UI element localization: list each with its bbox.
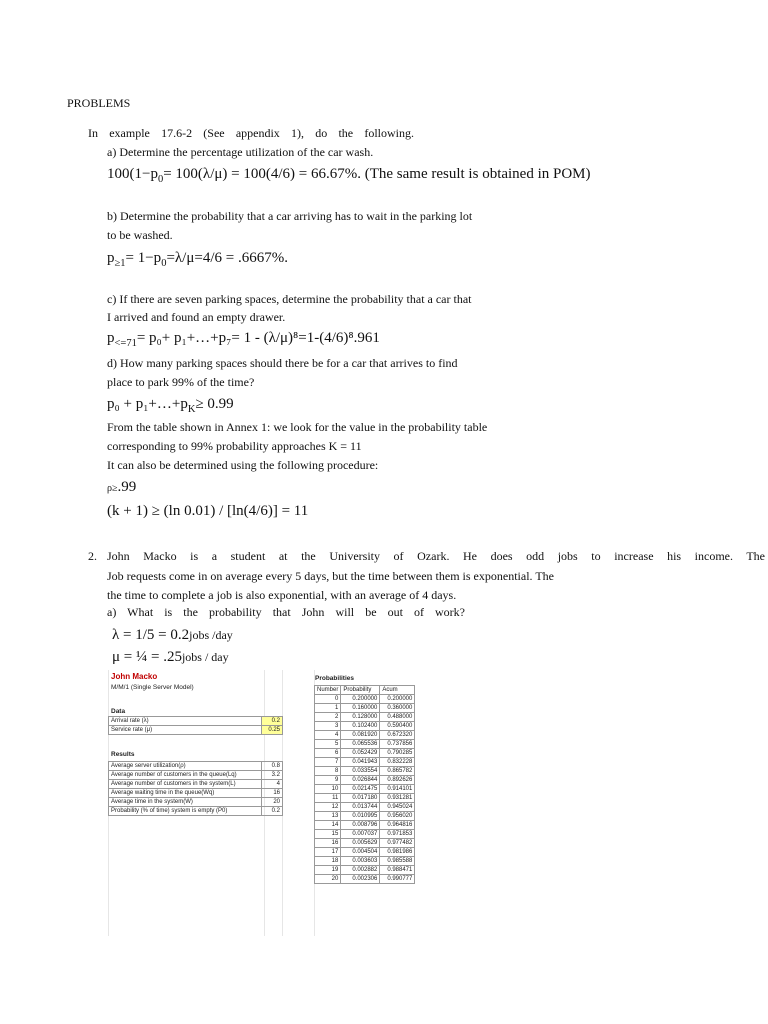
row-acum: 0.832228 — [380, 758, 415, 767]
row-number: 7 — [315, 758, 341, 767]
table-row — [315, 839, 415, 848]
table-row — [315, 785, 415, 794]
table-row — [315, 695, 415, 704]
problem1-a-question: a) Determine the percentage utilization of the car wash. — [107, 145, 374, 159]
col-number-header: Number — [315, 686, 341, 695]
page-heading: PROBLEMS — [67, 96, 131, 110]
d-inequality-value: .99 — [117, 479, 137, 495]
row-probability: 0.005629 — [341, 839, 380, 848]
data-value: 0.25 — [262, 726, 283, 735]
data-label: Service rate (μ) — [109, 726, 262, 735]
table-row — [109, 780, 283, 789]
a-answer-part1: 100(1−p — [107, 166, 158, 182]
result-label: Average number of customers in the system(L) — [109, 780, 262, 789]
problem1-d-text1: From the table shown in Annex 1: we look for the value in the probability table — [107, 420, 488, 434]
lambda-value: λ = 1/5 = 0.2 — [112, 627, 190, 643]
sheet-title: John Macko — [111, 672, 158, 681]
table-row — [315, 731, 415, 740]
problem2-lambda — [112, 627, 233, 644]
row-number: 10 — [315, 785, 341, 794]
table-row — [315, 758, 415, 767]
result-label: Average time in the system(W) — [109, 798, 262, 807]
row-number: 9 — [315, 776, 341, 785]
table-row — [109, 762, 283, 771]
result-value: 20 — [262, 798, 283, 807]
row-probability: 0.010995 — [341, 812, 380, 821]
row-number: 0 — [315, 695, 341, 704]
row-probability: 0.021475 — [341, 785, 380, 794]
row-probability: 0.002306 — [341, 875, 380, 884]
row-probability: 0.065536 — [341, 740, 380, 749]
row-number: 3 — [315, 722, 341, 731]
sheet-data-table — [108, 716, 283, 735]
row-probability: 0.128000 — [341, 713, 380, 722]
data-value: 0.2 — [262, 717, 283, 726]
row-number: 19 — [315, 866, 341, 875]
table-row — [315, 830, 415, 839]
problem1-b-question-line1: b) Determine the probability that a car arriving has to wait in the parking lot — [107, 209, 473, 223]
row-acum: 0.971853 — [380, 830, 415, 839]
problem2-line2: Job requests come in on average every 5 days, but the time between them is exponential. The — [107, 569, 554, 583]
d-answer-part1: p₀ + p₁+…+p — [107, 396, 188, 412]
sheet-model: M/M/1 (Single Server Model) — [111, 684, 194, 691]
result-value: 0.2 — [262, 807, 283, 816]
problem1-b-answer: $p_{\ge 1}= 1-p_0=\lambda/\mu=4/6 = .6667\%$. — [107, 250, 288, 269]
problem2-line1-text: John Macko is a student at the University of Ozark. He does odd jobs to increase his income. The — [107, 549, 765, 563]
row-number: 16 — [315, 839, 341, 848]
problem1-a-answer: $100(1-p_0= 100(\lambda/\mu) = 100(4/6) = 66.67\%$. (The same result is obtained in POM) — [107, 166, 591, 185]
problem1-c-question-line2: I arrived and found an empty drawer. — [107, 310, 286, 324]
row-acum: 0.945024 — [380, 803, 415, 812]
row-probability: 0.102400 — [341, 722, 380, 731]
result-label: Average server utilization(ρ) — [109, 762, 262, 771]
table-row — [315, 875, 415, 884]
row-acum: 0.981986 — [380, 848, 415, 857]
problem2-line4 — [107, 605, 465, 620]
c-answer-text: = p₀+ p₁+…+p₇= 1 - (λ/μ)⁸=1-(4/6)⁸.961 — [136, 330, 380, 346]
row-number: 20 — [315, 875, 341, 884]
problem2-line1 — [107, 549, 765, 564]
row-probability: 0.160000 — [341, 704, 380, 713]
b-answer-part3: =λ/μ=4/6 = .6667%. — [166, 250, 288, 266]
row-number: 17 — [315, 848, 341, 857]
row-acum: 0.892626 — [380, 776, 415, 785]
b-answer-part2: = 1−p — [125, 250, 162, 266]
sheet-data-heading: Data — [111, 708, 126, 715]
problem2-mu — [112, 649, 229, 666]
col-probability-header: Probability — [341, 686, 380, 695]
table-row — [109, 798, 283, 807]
result-label: Average waiting time in the queue(Wq) — [109, 789, 262, 798]
table-row — [315, 776, 415, 785]
row-number: 12 — [315, 803, 341, 812]
table-row — [315, 767, 415, 776]
problem1-d-question-line1: d) How many parking spaces should there be for a car that arrives to find — [107, 356, 458, 370]
row-number: 5 — [315, 740, 341, 749]
row-probability: 0.200000 — [341, 695, 380, 704]
table-row — [315, 794, 415, 803]
spreadsheet — [108, 670, 428, 936]
result-value: 16 — [262, 789, 283, 798]
problem1-intro — [88, 126, 414, 141]
row-number: 13 — [315, 812, 341, 821]
table-row — [109, 726, 283, 735]
row-number: 8 — [315, 767, 341, 776]
result-label: Average number of customers in the queue(Lq) — [109, 771, 262, 780]
problem1-d-text3: It can also be determined using the following procedure: — [107, 458, 379, 472]
mu-unit: jobs / day — [181, 650, 229, 664]
sheet-results-table — [108, 761, 283, 816]
d-answer-part2: ≥ 0.99 — [195, 396, 234, 412]
table-row — [315, 866, 415, 875]
table-row — [109, 807, 283, 816]
row-acum: 0.737856 — [380, 740, 415, 749]
table-row — [109, 717, 283, 726]
problem1-d-text2: corresponding to 99% probability approaches K = 11 — [107, 439, 362, 453]
result-value: 4 — [262, 780, 283, 789]
row-probability: 0.002882 — [341, 866, 380, 875]
row-probability: 0.041943 — [341, 758, 380, 767]
row-probability: 0.004504 — [341, 848, 380, 857]
row-acum: 0.988471 — [380, 866, 415, 875]
table-row — [315, 803, 415, 812]
row-acum: 0.590400 — [380, 722, 415, 731]
row-number: 15 — [315, 830, 341, 839]
problem1-d-inequality: ρ≥.99 — [107, 479, 137, 495]
result-value: 3.2 — [262, 771, 283, 780]
row-acum: 0.488000 — [380, 713, 415, 722]
row-number: 18 — [315, 857, 341, 866]
result-value: 0.8 — [262, 762, 283, 771]
table-row — [315, 740, 415, 749]
table-row — [315, 812, 415, 821]
row-number: 11 — [315, 794, 341, 803]
row-acum: 0.956020 — [380, 812, 415, 821]
row-probability: 0.013744 — [341, 803, 380, 812]
row-acum: 0.790285 — [380, 749, 415, 758]
row-acum: 0.985588 — [380, 857, 415, 866]
row-probability: 0.003603 — [341, 857, 380, 866]
table-row — [315, 857, 415, 866]
table-row — [315, 704, 415, 713]
problem1-d-answer: $p_0 + p_1+\dots+p_K\ge 0.99$ — [107, 396, 234, 415]
row-number: 4 — [315, 731, 341, 740]
table-row — [109, 771, 283, 780]
b-answer-part1: p — [107, 250, 115, 266]
problem1-b-question-line2: to be washed. — [107, 228, 173, 242]
row-probability: 0.052429 — [341, 749, 380, 758]
lambda-unit: jobs /day — [189, 628, 233, 642]
mu-value: μ = ¼ = .25 — [112, 649, 182, 665]
row-probability: 0.033554 — [341, 767, 380, 776]
table-row — [315, 713, 415, 722]
row-acum: 0.977482 — [380, 839, 415, 848]
sheet-results-heading: Results — [111, 751, 135, 758]
row-probability: 0.007037 — [341, 830, 380, 839]
col-acum-header: Acum — [380, 686, 415, 695]
problem1-intro-text: In example 17.6-2 (See appendix 1), do the following. — [88, 126, 414, 140]
problem2-number: 2. — [88, 549, 97, 563]
row-acum: 0.360000 — [380, 704, 415, 713]
row-number: 1 — [315, 704, 341, 713]
problem1-c-question-line1: c) If there are seven parking spaces, determine the probability that a car that — [107, 292, 472, 306]
row-probability: 0.017180 — [341, 794, 380, 803]
row-probability: 0.026844 — [341, 776, 380, 785]
row-number: 14 — [315, 821, 341, 830]
a-answer-part2: = 100(λ/μ) = 100(4/6) = 66.67%. (The same result is obtained in POM) — [163, 166, 591, 182]
row-acum: 0.990777 — [380, 875, 415, 884]
data-label: Arrival rate (λ) — [109, 717, 262, 726]
problem2-line3: the time to complete a job is also exponential, with an average of 4 days. — [107, 588, 457, 602]
problem1-d-question-line2: place to park 99% of the time? — [107, 375, 255, 389]
table-row — [315, 749, 415, 758]
row-number: 2 — [315, 713, 341, 722]
row-acum: 0.914101 — [380, 785, 415, 794]
table-header-row — [315, 686, 415, 695]
table-row — [315, 722, 415, 731]
row-acum: 0.964816 — [380, 821, 415, 830]
row-probability: 0.008796 — [341, 821, 380, 830]
probabilities-table — [314, 685, 415, 884]
row-acum: 0.931281 — [380, 794, 415, 803]
problem2-line4-text: a) What is the probability that John will be out of work? — [107, 605, 465, 619]
row-number: 6 — [315, 749, 341, 758]
table-row — [315, 848, 415, 857]
row-acum: 0.672320 — [380, 731, 415, 740]
row-probability: 0.081920 — [341, 731, 380, 740]
table-row — [109, 789, 283, 798]
row-acum: 0.200000 — [380, 695, 415, 704]
table-row — [315, 821, 415, 830]
sheet-probabilities-heading: Probabilities — [315, 675, 355, 682]
problem1-c-answer: $p_{<=71}= p_0+$ p₁+…+p₇= 1 - (λ/μ)⁸=1-(4/6)⁸.961 — [107, 330, 380, 349]
problem1-d-formula: (k + 1) ≥ (ln 0.01) / [ln(4/6)] = 11 — [107, 503, 309, 519]
row-acum: 0.865782 — [380, 767, 415, 776]
result-label: Probability (% of time) system is empty (P0) — [109, 807, 262, 816]
